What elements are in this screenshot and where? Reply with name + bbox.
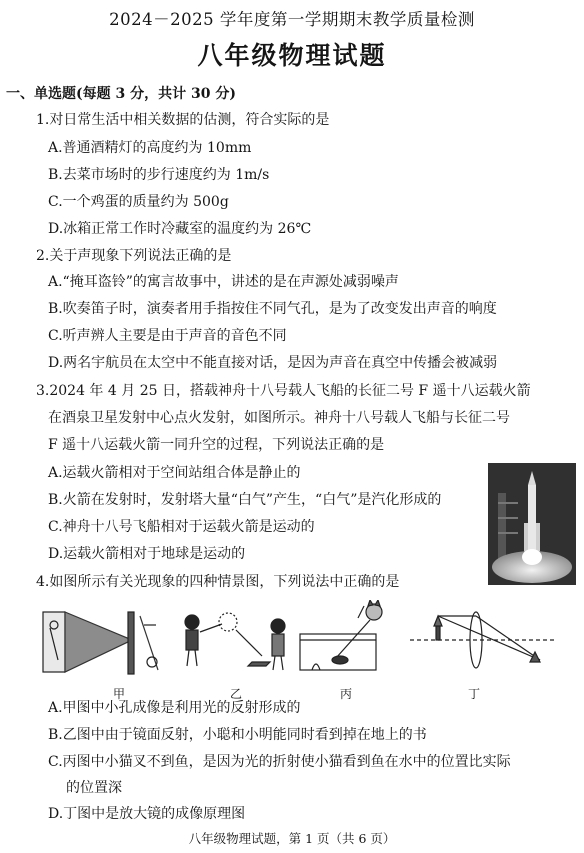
q3-option-d: D.运载火箭相对于地球是运动的 (48, 546, 246, 562)
q3-stem-line2: 在酒泉卫星发射中心点火发射，如图所示。神舟十八号载人飞船与长征二号 (48, 410, 510, 426)
q4-option-c-line2: 的位置深 (66, 780, 122, 796)
figure-bing-cat-fish (300, 600, 382, 670)
q3-option-a: A.运载火箭相对于空间站组合体是静止的 (48, 465, 301, 481)
q4-stem: 4.如图所示有关光现象的四种情景图，下列说法中正确的是 (36, 574, 400, 590)
q1-option-d: D.冰箱正常工作时冷藏室的温度约为 26℃ (48, 221, 312, 237)
figure-jia-pinhole (43, 612, 158, 674)
q1-option-b: B.去菜市场时的步行速度约为 1m/s (48, 167, 270, 183)
exam-subtitle: 八年级物理试题 (197, 41, 387, 70)
q1-option-c: C.一个鸡蛋的质量约为 500g (48, 194, 229, 210)
figure-ding-lens (410, 612, 555, 668)
q1-stem: 1.对日常生活中相关数据的估测，符合实际的是 (36, 112, 330, 128)
q4-option-c-line1: C.丙图中小猫叉不到鱼，是因为光的折射使小猫看到鱼在水中的位置比实际 (48, 754, 511, 770)
page-footer: 八年级物理试题，第 1 页（共 6 页） (188, 831, 396, 846)
figure-yi-reflection (185, 613, 285, 670)
q3-stem-line3: F 遥十八运载火箭一同升空的过程，下列说法正确的是 (48, 437, 385, 453)
exam-title: 2024－2025 学年度第一学期期末教学质量检测 (109, 10, 475, 29)
q3-option-c: C.神舟十八号飞船相对于运载火箭是运动的 (48, 519, 315, 535)
figure-label-ding: 丁 (468, 687, 481, 701)
q4-option-b: B.乙图中由于镜面反射，小聪和小明能同时看到掉在地上的书 (48, 727, 427, 743)
q1-option-a: A.普通酒精灯的高度约为 10mm (48, 140, 252, 156)
q4-option-d: D.丁图中是放大镜的成像原理图 (48, 806, 246, 822)
q2-option-b: B.吹奏笛子时，演奏者用手指按住不同气孔，是为了改变发出声音的响度 (48, 301, 497, 317)
figure-label-yi: 乙 (230, 687, 243, 701)
q2-option-a: A.“掩耳盗铃”的寓言故事中，讲述的是在声源处减弱噪声 (48, 274, 399, 290)
section-heading: 一、单选题(每题 3 分，共计 30 分) (6, 86, 236, 102)
q4-option-a: A.甲图中小孔成像是利用光的反射形成的 (48, 700, 301, 716)
q3-stem-line1: 3.2024 年 4 月 25 日，搭载神舟十八号载人飞船的长征二号 F 遥十八运载火箭 (36, 383, 531, 399)
q2-option-d: D.两名宇航员在太空中不能直接对话，是因为声音在真空中传播会被减弱 (48, 355, 498, 371)
q2-stem: 2.关于声现象下列说法正确的是 (36, 248, 232, 264)
rocket-launch-photo (488, 463, 576, 585)
figure-label-jia: 甲 (113, 687, 126, 701)
q2-option-c: C.听声辨人主要是由于声音的音色不同 (48, 328, 287, 344)
q3-option-b: B.火箭在发射时，发射塔大量“白气”产生，“白气”是汽化形成的 (48, 492, 442, 508)
figure-label-bing: 丙 (340, 687, 353, 701)
